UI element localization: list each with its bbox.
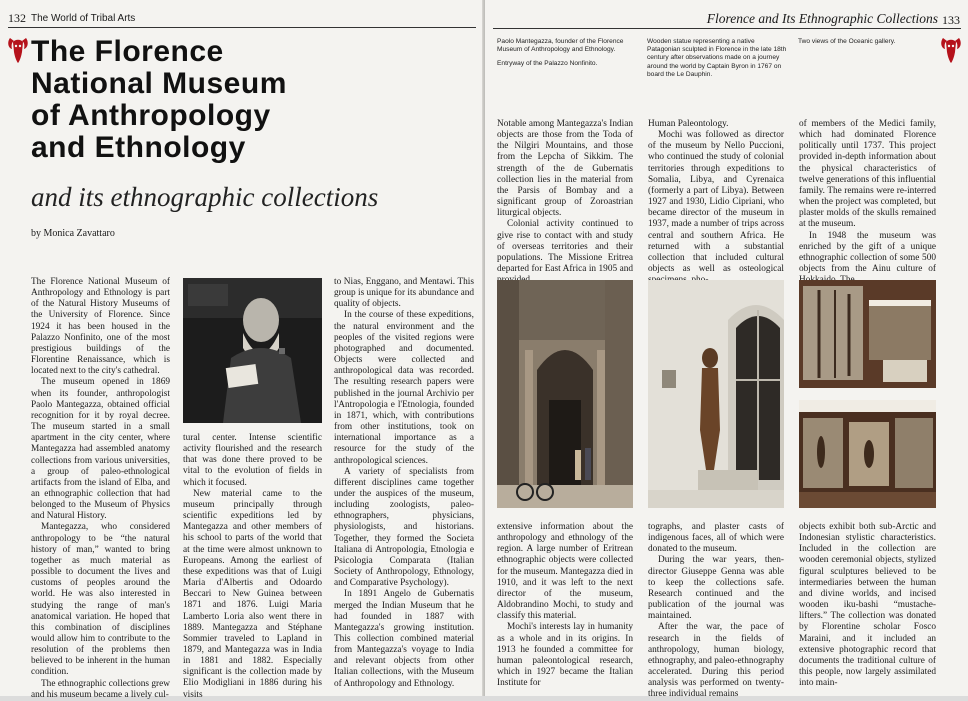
paragraph: of members of the Medici family, which had dominated Florence politically until 1737. This project provided in-depth information about the physical characteristics of twelve generations of this influential family. The remains were re-interred when the project was completed, but plaster molds of the skulls remained at the museum. [799,119,936,230]
caption-column-1 [497,38,637,75]
caption-column-2 [647,38,787,85]
title-line: and Ethnology [31,131,246,164]
text-column-lower-1 [497,522,633,690]
paragraph: Colonial activity continued to give rise to contact with and study of overseas territories and their populations. The Missione Eritrea departed for East Africa in 1905 and [497,219,633,275]
paragraph: Human Paleontology. [648,119,729,129]
text-column-3 [334,277,474,689]
text-column-upper-2 [648,119,784,275]
paragraph: Mochi was followed as director of the museum by Nello Puccioni, who continued the study of colonial territories through expeditions to Somalia, Libya, and Cyrenaica (formerly a part of Libya). Between 1927 and 1930, Lidio Cipriani, who became director of the museum in 1937, made a number of trips across central and southern Africa. He returned with a substantial collection that included cultural objects as well as osteological [648,130,784,275]
entryway-photo [497,280,633,508]
page-number-left: 132 [8,11,26,25]
header-rule-right [493,28,961,29]
caption-column-3 [798,38,938,52]
left-page [0,0,484,700]
paragraph: extensive information about the anthropology and ethnology of the region. A large number of Eritrean ethnographic objects were collected for the museum. Mantegazza died in 1910, and it was left to the next director of the museum, Aldobrandino Mochi, to study and classify this material. [497,522,633,622]
paragraph: In the course of these expeditions, the natural environment and the peoples of the visited regions were photographed and documented. Objects were collected and anthropological data was recorded. The resulting research papers were published in the journal Archivio per l'Antropologia e l'Etnologia, founded in 1871, which, with contributions from other institutions, took on international importance as a resource for the study of the anthropological sciences. [334,310,474,466]
paragraph: The ethnographic collections grew and his museum became a lively cul- [31,678,170,700]
page-number-right: 133 [942,13,960,27]
text-column-lower-3 [799,522,936,690]
caption: Wooden statue representing a native Patagonian sculpted in Florence in the late 18th century after observations made on a journey around the world by Captain Byron in 1767 on board the Le Dauphin. [647,38,787,78]
paragraph: tographs, and plaster casts of indigenous faces, all of which were donated to the museum. [648,522,784,555]
statue-photo [648,280,784,508]
paragraph: In 1948 the museum was enriched by the gift of a unique ethnographic collection of some 500 objects from the Ainu culture of [799,230,936,275]
byline: by Monica Zavattaro [31,228,115,239]
paragraph: New material came to the museum principally through scientific expeditions led by Mantegazza and other members of his school to parts of the world that at the time were almost unknown to Europeans. Among the earliest of these expeditions was that of Luigi Maria d'Albertis and Odoardo Beccari to New Guinea between 1871 and 1876. Luigi Maria Lamberto Loria also went there in 1889. Mantegazza and Stéphane Sommier traveled to Lapland in 1879, and Mantegazza was in India in 1881 and 1882. Especially significant is the collection made by Elio Modigliani in 1886 during his visits [183,488,322,700]
paragraph: After the war, the pace of research in the fields of anthropology, human biology, ethnography, and paleo-ethnography accelerated. During this period analysis was performed on twenty-three individual remains [648,622,784,700]
title-line: National Museum [31,67,287,100]
portrait-photo [183,278,322,423]
text-column-lower-2 [648,522,784,700]
caption: Paolo Mantegazza, founder of the Florence Museum of Anthropology and Ethnology. [497,38,624,54]
text-column-2 [183,433,322,700]
paragraph: The museum opened in 1869 when its founder, anthropologist Paolo Mantegazza, obtained official recognition for it by royal decree. The museum started in a small apartment in the city center, where Mantegazza had assembled anatomy collections from various universities, a group of paleo-ethnological artifacts from the island of Elba, and an ethnographic collection that had belonged to the Museum of Physics and Natural History. [31,377,170,522]
right-page [485,0,968,700]
paragraph: Mantegazza, who considered anthropology to be “the natural history of man,” wanted to bring together as much material as possible to document the lives and customs of peoples around the world. He was also interested in studying the range of man's anatomical variation. He hoped that this combination of disciplines would allow him to contribute to the resolution of the problems then believed to be inherent in the human condition. [31,522,170,678]
paragraph: objects exhibit both sub-Arctic and Indonesian stylistic characteristics. Included in the collection are wooden ceremonial objects, stylized figural sculptures believed to be intermediaries between the human and divine worlds, and incised wooden iku-bashi “mustache-lifters.” The collection was donated by Florentine scholar Fosco Maraini, and it included an extensive photographic record that documents the traditional culture of this people, now largely assimilated into main- [799,522,936,689]
text-column-upper-1 [497,119,633,275]
caption: Entryway of the Palazzo Nonfinito. [497,60,598,68]
paragraph: The Florence National Museum of Anthropology and Ethnology is part of the Natural History Museums of the University of Florence. Since 1924 it has been housed in the Palazzo Nonfinito, one of the most prestigious buildings of the Florentine Renaissance, which is located next to the city's cathedral. [31,277,170,377]
caption: Two views of the Oceanic gallery. [798,38,896,45]
article-subtitle: and its ethnographic collections [31,182,379,212]
oceanic-gallery-photo-1 [799,280,936,388]
ram-head-logo-icon [940,34,962,64]
paragraph: Mochi's interests lay in humanity as a whole and in its origins. In 1913 he founded a committee for human paleontological research, which in 1927 became the Italian Institute for [497,622,633,689]
article-title [31,36,481,164]
oceanic-gallery-photo-2 [799,400,936,508]
text-column-upper-3 [799,119,936,275]
running-head-right: Florence and Its Ethnographic Collections [706,11,938,26]
paragraph: tural center. Intense scientific activity flourished and the research that was done there proved to be vital to the evolution of fields in which it focused. [183,433,322,488]
title-line: The Florence [31,35,224,68]
paragraph: Notable among Mantegazza's Indian objects are those from the Toda of the Nilgiri Mountains, and those from the Lepcha of Sikkim. The strength of the de Gubernatis collection lies in the material from the Parsis of Bombay and a significant group of Zoroastrian liturgical objects. [497,119,633,219]
paragraph: to Nias, Enggano, and Mentawi. This group is unique for its abundance and quality of objects. [334,277,474,310]
title-line: of Anthropology [31,99,271,132]
paragraph: A variety of specialists from different disciplines came together under the auspices of the museum, including zoologists, paleo-ethnographers, physicians, physiologists, and historians. Together, they formed the Societa Italiana di Antropologia, Etnologia e Psicologia Comparata (Italian Society of Anthropology, Ethnology, and Comparative Psychology). [334,466,474,589]
running-head-left: The World of Tribal Arts [31,13,136,24]
text-column-1 [31,277,170,700]
header-rule-left [8,27,476,28]
paragraph: During the war years, then-director Giuseppe Genna was able to keep the collections safe. Research continued and the publication of the journal was maintained. [648,555,784,622]
paragraph: In 1891 Angelo de Gubernatis merged the Indian Museum that he had founded in 1887 with Mantegazza's growing institution. This collection combined material from Mantegazza's voyage to India and relevant objects from other Italian collections, with the Museum of Anthropology and Ethnology. [334,589,474,689]
ram-head-logo-icon [7,34,29,64]
